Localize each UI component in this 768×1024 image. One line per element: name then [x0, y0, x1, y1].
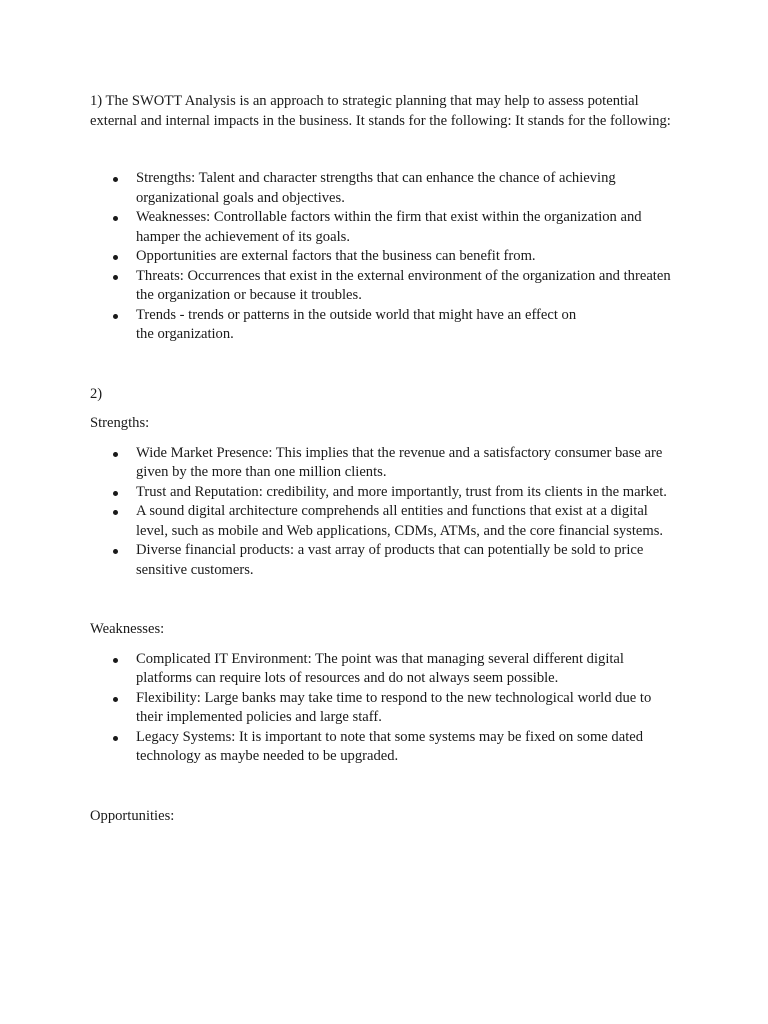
list-item: Complicated IT Environment: The point was that managing several different digital platforms can require lots of resources and do not always seem possible.: [90, 650, 680, 689]
bullet-icon: [113, 314, 118, 319]
bullet-icon: [113, 736, 118, 741]
opportunities-heading: Opportunities:: [90, 807, 175, 824]
bullet-icon: [113, 549, 118, 554]
strengths-heading: Strengths:: [90, 415, 150, 431]
bullet-icon: [113, 658, 118, 663]
list-item: Flexibility: Large banks may take time to respond to the new technological world due to their implemented policies and large staff.: [90, 689, 680, 728]
list-item: Strengths: Talent and character strengths that can enhance the chance of achieving organizational goals and objectives.: [90, 169, 680, 208]
swott-definition-list: [90, 169, 680, 345]
bullet-icon: [113, 491, 118, 496]
list-item: Trust and Reputation: credibility, and more importantly, trust from its clients in the market.: [90, 483, 680, 503]
bullet-icon: [113, 177, 118, 182]
intro-paragraph: 1) The SWOTT Analysis is an approach to strategic planning that may help to assess potential external and internal impacts in the business. It stands for the following: It stands for the following:: [90, 93, 671, 129]
question-number: 2): [90, 385, 103, 402]
bullet-icon: [113, 452, 118, 457]
list-item: A sound digital architecture comprehends all entities and functions that exist at a digital level, such as mobile and Web applications, CDMs, ATMs, and the core financial systems.: [90, 502, 680, 541]
bullet-icon: [113, 255, 118, 260]
list-item: Opportunities are external factors that the business can benefit from.: [90, 247, 680, 267]
bullet-icon: [113, 697, 118, 702]
weaknesses-list: [90, 650, 680, 767]
weaknesses-heading: Weaknesses:: [90, 621, 165, 637]
list-item: Weaknesses: Controllable factors within the firm that exist within the organization and hamper the achievement of its goals.: [90, 208, 680, 247]
list-item: Threats: Occurrences that exist in the external environment of the organization and threaten the organization or because it troubles.: [90, 267, 680, 306]
bullet-icon: [113, 275, 118, 280]
list-item: Trends - trends or patterns in the outside world that might have an effect on the organization.: [90, 306, 680, 345]
bullet-icon: [113, 216, 118, 221]
strengths-list: [90, 444, 680, 581]
list-item: Wide Market Presence: This implies that the revenue and a satisfactory consumer base are given by the more than one million clients.: [90, 444, 680, 483]
bullet-icon: [113, 510, 118, 515]
list-item: Diverse financial products: a vast array of products that can potentially be sold to price sensitive customers.: [90, 541, 680, 580]
document-page: [90, 92, 680, 836]
list-item: Legacy Systems: It is important to note that some systems may be fixed on some dated technology as maybe needed to be upgraded.: [90, 728, 680, 767]
